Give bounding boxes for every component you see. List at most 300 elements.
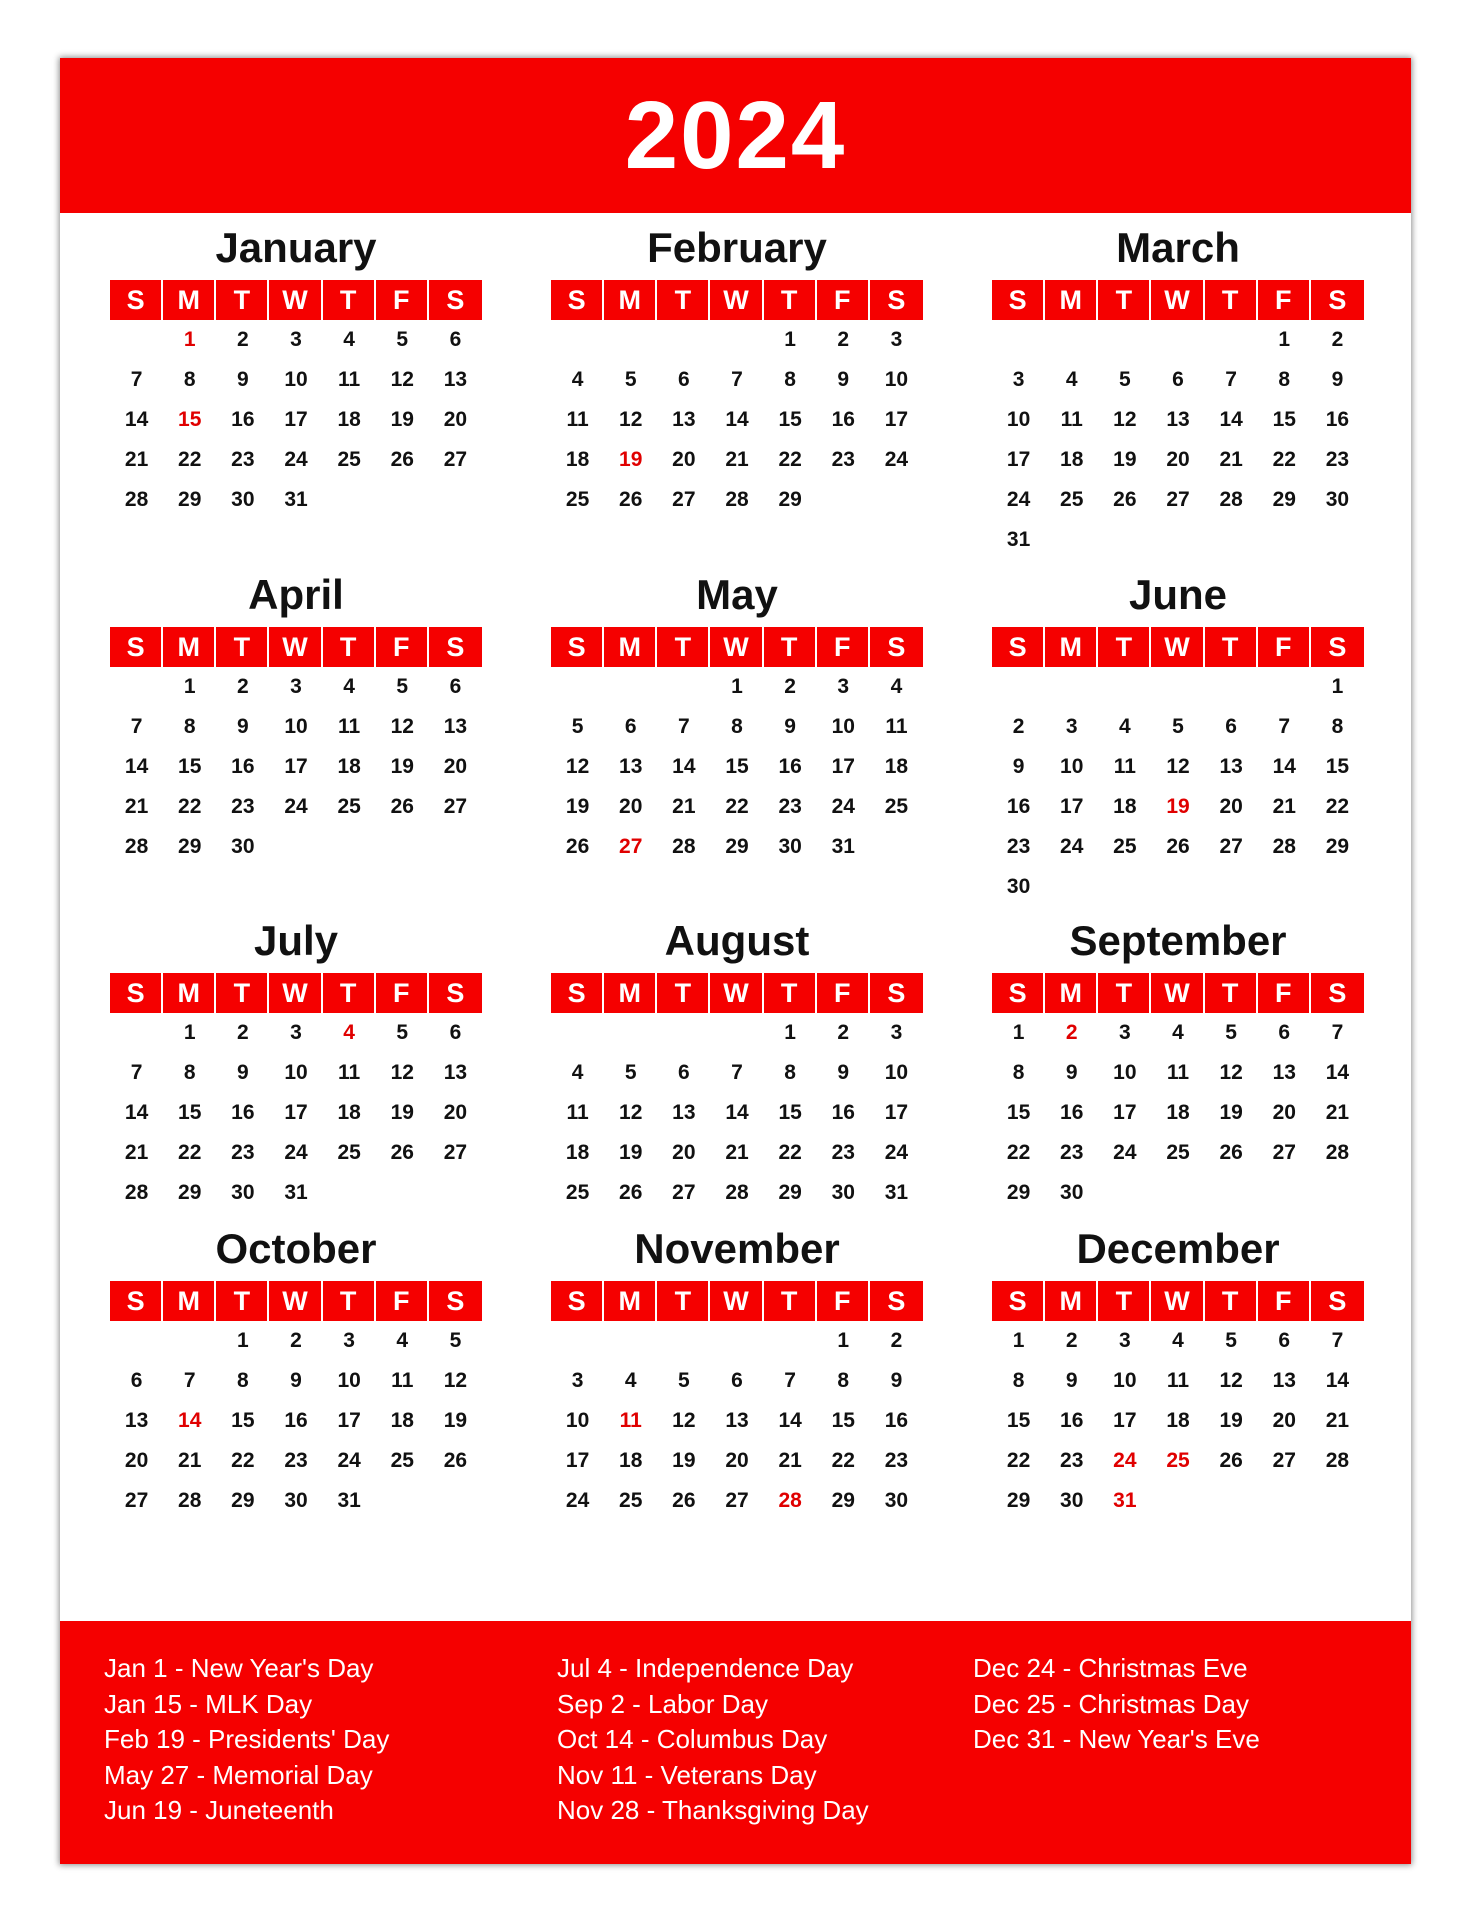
weekday-label: T [657,1281,710,1321]
day-cell: 2 [784,675,796,698]
empty-cell [992,320,1045,360]
day-cell: 28 [672,835,696,858]
day-cell: 27 [672,1181,696,1204]
day-cell: 14 [725,408,749,431]
day-cell: 17 [284,1101,308,1124]
weekday-label: T [657,627,710,667]
day-cell: 3 [1119,1329,1131,1352]
day-cell: 27 [443,1141,468,1164]
empty-cell [1258,667,1311,707]
month-name: October [215,1225,377,1272]
day-cell: 2 [1331,328,1344,351]
day-cell: 24 [565,1489,590,1512]
day-cell: 15 [725,755,749,778]
day-cell: 5 [1225,1021,1237,1044]
day-cell: 26 [1219,1141,1243,1164]
day-cell: 7 [1225,368,1237,391]
weekday-label: M [1045,1281,1098,1321]
weekday-label: F [1258,973,1311,1013]
day-grid [110,667,482,867]
day-cell: 5 [624,1061,637,1084]
day-cell: 22 [1006,1141,1031,1164]
day-cell: 7 [784,1369,796,1392]
day-cell: 8 [731,715,743,738]
weekday-header [110,627,482,667]
day-cell: 28 [725,488,749,511]
day-cell: 17 [884,1101,909,1124]
weekday-label: S [870,973,923,1013]
day-cell: 31 [284,488,308,511]
day-cell: 3 [290,328,302,351]
day-cell: 28 [124,1181,149,1204]
day-cell: 9 [1012,755,1025,778]
day-cell: 5 [571,715,584,738]
day-cell: 6 [678,1061,690,1084]
day-cell: 3 [890,1021,903,1044]
month-january [110,218,482,520]
weekday-label: S [429,280,482,320]
day-cell: 22 [778,448,802,471]
holiday-item: Jan 15 - MLK Day [104,1688,313,1719]
day-cell: 19 [672,1449,696,1472]
day-cell: 1 [183,1021,196,1044]
day-cell: 13 [1219,755,1243,778]
day-cell: 19 [1113,448,1137,471]
holiday-column [104,1651,389,1829]
empty-cell [1098,320,1151,360]
empty-cell [110,320,163,360]
day-cell: 16 [231,1101,255,1124]
day-cell: 17 [284,755,308,778]
day-cell: 1 [837,1329,850,1352]
day-cell: 11 [885,715,908,738]
day-cell: 18 [1113,795,1137,818]
weekday-label: S [551,973,604,1013]
day-cell: 18 [1166,1409,1190,1432]
holiday-item: Nov 11 - Veterans Day [557,1759,817,1790]
weekday-label: S [1311,280,1364,320]
day-cell: 13 [619,755,643,778]
holiday-item: Jun 19 - Juneteenth [104,1795,334,1825]
day-cell: 3 [837,675,850,698]
day-cell: 16 [831,408,855,431]
weekday-label: T [764,1281,817,1321]
month-august [551,911,923,1213]
weekday-label: S [429,627,482,667]
day-cell: 25 [390,1449,414,1472]
holiday-item: Oct 14 - Columbus Day [557,1724,828,1754]
holiday-column [973,1651,1260,1758]
weekday-label: W [1151,1281,1204,1321]
month-december [992,1219,1364,1521]
empty-cell [604,667,657,707]
weekday-label: T [764,280,817,320]
day-cell: 2 [890,1329,903,1352]
weekday-label: S [429,1281,482,1321]
day-cell: 7 [1331,1329,1344,1352]
day-cell: 25 [619,1489,643,1512]
day-cell: 13 [672,1101,696,1124]
holiday-day: 19 [619,448,643,471]
day-cell: 30 [884,1489,909,1512]
day-cell: 2 [837,1021,850,1044]
empty-cell [551,320,604,360]
holiday-item: Sep 2 - Labor Day [557,1688,769,1719]
empty-cell [551,1321,604,1361]
holiday-item: Nov 28 - Thanksgiving Day [557,1795,869,1825]
day-cell: 30 [778,835,802,858]
day-cell: 5 [1172,715,1184,738]
day-cell: 22 [231,1449,255,1472]
day-cell: 24 [1113,1141,1137,1164]
day-cell: 24 [884,448,909,471]
day-cell: 27 [124,1489,149,1512]
day-cell: 22 [1325,795,1350,818]
day-cell: 29 [1006,1181,1031,1204]
weekday-label: M [163,973,216,1013]
day-cell: 4 [624,1369,637,1392]
day-cell: 7 [183,1369,196,1392]
weekday-header [551,973,923,1013]
day-cell: 10 [884,368,909,391]
weekday-label: T [1098,280,1151,320]
weekday-label: S [551,627,604,667]
weekday-label: T [1098,627,1151,667]
weekday-label: T [216,280,269,320]
day-cell: 13 [443,715,468,738]
weekday-label: S [1311,1281,1364,1321]
month-name: July [253,917,339,964]
day-cell: 20 [619,795,643,818]
day-cell: 5 [396,1021,409,1044]
weekday-header [110,280,482,320]
holiday-day: 19 [1166,795,1190,818]
weekday-label: S [1311,627,1364,667]
day-cell: 9 [784,715,796,738]
day-cell: 30 [284,1489,308,1512]
day-cell: 27 [672,488,696,511]
day-cell: 4 [1172,1021,1184,1044]
empty-cell [657,667,710,707]
weekday-label: T [657,280,710,320]
month-name: April [248,571,344,618]
day-cell: 15 [178,755,202,778]
day-cell: 28 [1219,488,1243,511]
day-cell: 12 [619,408,643,431]
weekday-label: W [710,1281,763,1321]
weekday-header [110,973,482,1013]
day-cell: 4 [343,675,355,698]
weekday-label: T [323,1281,376,1321]
day-cell: 22 [178,448,202,471]
day-cell: 25 [337,448,361,471]
day-cell: 11 [338,368,361,391]
weekday-label: M [163,1281,216,1321]
day-cell: 26 [443,1449,468,1472]
day-cell: 17 [1006,448,1031,471]
day-cell: 14 [778,1409,802,1432]
weekday-label: M [1045,280,1098,320]
weekday-label: T [1205,280,1258,320]
holiday-item: Dec 31 - New Year's Eve [973,1724,1260,1754]
day-cell: 28 [725,1181,749,1204]
day-cell: 14 [1219,408,1243,431]
month-name: September [1069,917,1287,964]
weekday-label: M [1045,973,1098,1013]
day-cell: 22 [178,795,202,818]
holiday-item: Dec 24 - Christmas Eve [973,1653,1248,1683]
day-cell: 8 [1278,368,1291,391]
holiday-item: Feb 19 - Presidents' Day [104,1724,390,1754]
day-cell: 21 [1325,1101,1350,1124]
day-cell: 10 [284,1061,308,1084]
day-cell: 20 [443,1101,468,1124]
day-cell: 8 [784,1061,796,1084]
day-cell: 6 [1278,1329,1291,1352]
weekday-label: F [376,1281,429,1321]
day-cell: 21 [1325,1409,1350,1432]
weekday-header [992,280,1364,320]
day-cell: 11 [1166,1369,1190,1392]
day-cell: 15 [178,1101,202,1124]
day-cell: 8 [1012,1369,1025,1392]
day-grid [551,1013,923,1213]
day-cell: 16 [1006,795,1031,818]
day-cell: 26 [390,1141,414,1164]
day-cell: 15 [778,408,802,431]
day-cell: 3 [1119,1021,1131,1044]
holiday-day: 14 [178,1409,202,1432]
day-cell: 16 [831,1101,855,1124]
weekday-label: S [870,280,923,320]
day-cell: 26 [619,488,643,511]
day-cell: 19 [443,1409,468,1432]
day-cell: 20 [672,448,696,471]
day-cell: 18 [337,755,361,778]
day-cell: 5 [1119,368,1131,391]
empty-cell [1151,667,1204,707]
day-cell: 2 [290,1329,302,1352]
weekday-label: F [376,280,429,320]
day-cell: 11 [1060,408,1083,431]
empty-cell [1205,320,1258,360]
day-cell: 20 [1166,448,1190,471]
day-cell: 15 [231,1409,255,1432]
day-cell: 17 [1113,1409,1137,1432]
day-cell: 18 [337,1101,361,1124]
day-cell: 26 [1113,488,1137,511]
empty-cell [710,1013,763,1053]
day-cell: 9 [837,368,850,391]
weekday-header [110,1281,482,1321]
empty-cell [657,1321,710,1361]
day-cell: 8 [183,715,196,738]
holiday-list [60,1621,1411,1864]
day-cell: 23 [831,1141,855,1164]
day-cell: 13 [1272,1369,1296,1392]
day-cell: 23 [231,448,255,471]
day-grid [551,1321,923,1521]
weekday-label: W [269,973,322,1013]
day-cell: 23 [884,1449,909,1472]
day-cell: 6 [1225,715,1237,738]
day-cell: 14 [124,755,149,778]
day-cell: 22 [178,1141,202,1164]
day-cell: 10 [284,368,308,391]
day-grid [992,1013,1364,1213]
day-cell: 30 [231,488,255,511]
day-cell: 13 [1272,1061,1296,1084]
day-cell: 30 [1060,1489,1084,1512]
empty-cell [110,1013,163,1053]
day-cell: 31 [1006,528,1031,551]
month-name: May [696,571,778,618]
weekday-header [992,1281,1364,1321]
day-cell: 8 [237,1369,249,1392]
weekday-label: T [1205,973,1258,1013]
day-cell: 22 [725,795,749,818]
day-cell: 8 [183,368,196,391]
weekday-label: T [764,973,817,1013]
day-cell: 10 [1006,408,1031,431]
weekday-label: T [216,973,269,1013]
day-cell: 26 [1219,1449,1243,1472]
day-cell: 15 [831,1409,855,1432]
day-cell: 30 [1060,1181,1084,1204]
day-cell: 10 [1060,755,1084,778]
month-march [992,218,1364,560]
day-cell: 11 [566,408,589,431]
day-cell: 18 [619,1449,643,1472]
day-cell: 19 [390,755,414,778]
weekday-label: T [1205,1281,1258,1321]
day-cell: 21 [178,1449,202,1472]
empty-cell [163,1321,216,1361]
day-cell: 26 [390,448,414,471]
day-cell: 1 [1012,1329,1025,1352]
day-cell: 28 [1325,1141,1350,1164]
day-cell: 21 [124,795,149,818]
day-cell: 28 [178,1489,202,1512]
day-cell: 15 [1006,1409,1031,1432]
empty-cell [604,1013,657,1053]
empty-cell [1098,667,1151,707]
empty-cell [1045,667,1098,707]
day-cell: 29 [231,1489,255,1512]
month-name: November [634,1225,840,1272]
day-cell: 8 [1331,715,1344,738]
day-cell: 17 [565,1449,590,1472]
day-cell: 10 [1113,1369,1137,1392]
day-cell: 8 [837,1369,850,1392]
day-cell: 4 [396,1329,409,1352]
day-cell: 10 [1113,1061,1137,1084]
holiday-day: 15 [178,408,202,431]
day-cell: 27 [443,795,468,818]
day-cell: 17 [884,408,909,431]
day-cell: 6 [130,1369,143,1392]
day-cell: 6 [449,1021,462,1044]
holiday-item: May 27 - Memorial Day [104,1759,373,1790]
weekday-label: M [604,280,657,320]
day-cell: 24 [284,795,308,818]
day-cell: 2 [1065,1329,1078,1352]
day-cell: 17 [1060,795,1084,818]
day-cell: 4 [343,328,355,351]
day-cell: 5 [449,1329,462,1352]
day-cell: 19 [1219,1409,1243,1432]
day-cell: 31 [337,1489,361,1512]
day-cell: 25 [337,795,361,818]
weekday-label: T [657,973,710,1013]
holiday-day: 11 [619,1409,642,1432]
day-cell: 27 [443,448,468,471]
weekday-label: S [992,1281,1045,1321]
weekday-label: T [1098,1281,1151,1321]
day-cell: 10 [831,715,855,738]
weekday-label: F [817,1281,870,1321]
day-cell: 14 [725,1101,749,1124]
day-cell: 2 [237,1021,249,1044]
day-cell: 9 [1065,1061,1078,1084]
day-cell: 20 [1219,795,1243,818]
day-cell: 12 [390,715,414,738]
day-cell: 17 [284,408,308,431]
day-cell: 23 [1006,835,1031,858]
day-cell: 30 [231,1181,255,1204]
month-february [551,218,923,520]
empty-cell [992,667,1045,707]
day-cell: 8 [1012,1061,1025,1084]
weekday-label: S [1311,973,1364,1013]
weekday-label: F [817,280,870,320]
weekday-label: W [710,973,763,1013]
day-grid [110,1013,482,1213]
day-cell: 25 [1166,1141,1190,1164]
day-cell: 18 [1060,448,1084,471]
day-cell: 6 [731,1369,743,1392]
month-may [551,565,923,867]
weekday-label: S [551,1281,604,1321]
day-grid [110,1321,482,1521]
weekday-label: F [817,973,870,1013]
weekday-label: T [764,627,817,667]
day-cell: 12 [390,368,414,391]
day-cell: 16 [231,408,255,431]
empty-cell [110,667,163,707]
day-cell: 19 [1219,1101,1243,1124]
day-cell: 16 [1325,408,1350,431]
day-cell: 29 [778,488,802,511]
day-cell: 18 [884,755,909,778]
empty-cell [764,1321,817,1361]
empty-cell [551,1013,604,1053]
day-cell: 17 [831,755,855,778]
day-grid [992,667,1364,907]
day-cell: 23 [231,1141,255,1164]
weekday-label: F [376,627,429,667]
day-cell: 29 [178,1181,202,1204]
day-cell: 13 [1166,408,1190,431]
month-september [992,911,1364,1213]
weekday-label: T [216,1281,269,1321]
year-title: 2024 [624,81,847,189]
day-cell: 14 [1272,755,1296,778]
day-cell: 1 [731,675,743,698]
day-cell: 20 [443,755,468,778]
weekday-label: T [1205,627,1258,667]
day-cell: 17 [1113,1101,1137,1124]
